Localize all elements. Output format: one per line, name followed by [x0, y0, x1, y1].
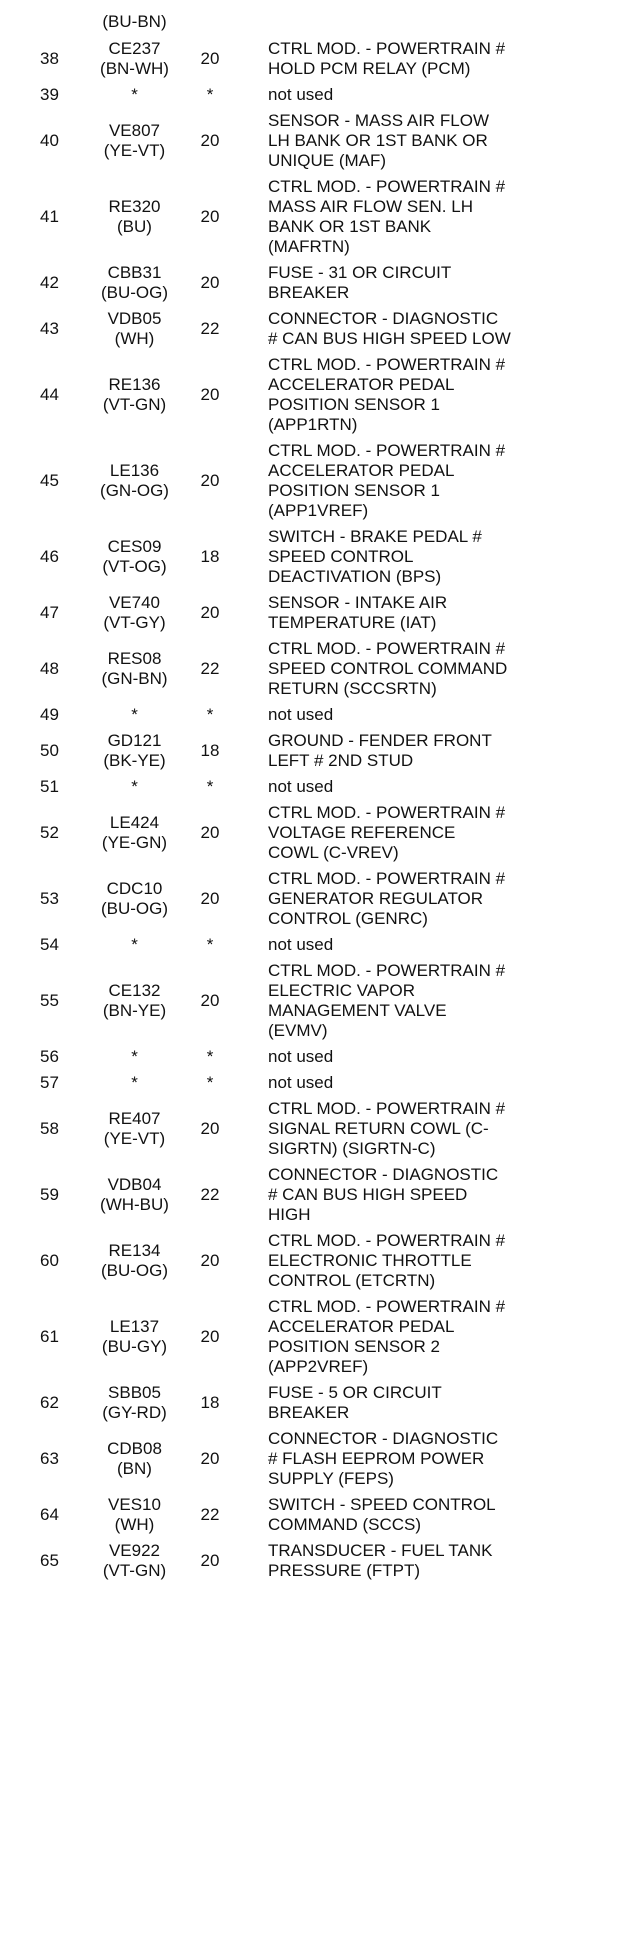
- pin-number: 59: [40, 1185, 59, 1204]
- wire-color: (BN-WH): [100, 59, 169, 78]
- wire-color: (WH): [114, 1515, 155, 1534]
- table-row: [0, 108, 640, 174]
- wire-color: (WH): [114, 329, 155, 348]
- circuit-code: CE132: [108, 981, 161, 1000]
- circuit-description: not used: [268, 777, 334, 796]
- circuit-code: VE922: [108, 1541, 161, 1560]
- pinout-table: [0, 36, 640, 1584]
- table-row: [0, 958, 640, 1044]
- wire-gauge: 18: [200, 741, 220, 760]
- circuit-code: VDB04: [107, 1175, 162, 1194]
- table-row: [0, 774, 640, 800]
- circuit-description: TRANSDUCER - FUEL TANK PRESSURE (FTPT): [268, 1541, 493, 1580]
- pin-number: 43: [40, 319, 59, 338]
- pin-number: 42: [40, 273, 59, 292]
- wire-color: (BU-OG): [100, 899, 169, 918]
- circuit-description-cell: [268, 82, 608, 108]
- pin-number: 60: [40, 1251, 59, 1270]
- pin-number: 58: [40, 1119, 59, 1138]
- pin-number: 51: [40, 777, 59, 796]
- wire-gauge: 20: [200, 131, 220, 150]
- wire-gauge: 20: [200, 603, 220, 622]
- circuit-code: *: [131, 935, 138, 954]
- circuit-description-cell: [268, 1492, 608, 1538]
- circuit-description: SENSOR - INTAKE AIR TEMPERATURE (IAT): [268, 593, 448, 632]
- circuit-description: CONNECTOR - DIAGNOSTIC # FLASH EEPROM POWER SUPPLY (FEPS): [268, 1429, 499, 1488]
- circuit-description-cell: [268, 1380, 608, 1426]
- circuit-description: CTRL MOD. - POWERTRAIN # ELECTRIC VAPOR MANAGEMENT VALVE (EVMV): [268, 961, 506, 1040]
- circuit-description: not used: [268, 1073, 334, 1092]
- circuit-description-cell: [268, 932, 608, 958]
- circuit-code: CE237: [108, 39, 161, 58]
- wire-gauge: 20: [200, 1119, 220, 1138]
- circuit-description-cell: [268, 1538, 608, 1584]
- wire-color: (BU-OG): [100, 283, 169, 302]
- circuit-description: SWITCH - SPEED CONTROL COMMAND (SCCS): [268, 1495, 496, 1534]
- circuit-code: RES08: [107, 649, 162, 668]
- pin-number: 49: [40, 705, 59, 724]
- pin-number: 53: [40, 889, 59, 908]
- circuit-description-cell: [268, 702, 608, 728]
- circuit-code: VDB05: [107, 309, 162, 328]
- wire-color: (VT-GY): [103, 613, 166, 632]
- pin-number: 56: [40, 1047, 59, 1066]
- circuit-description-cell: [268, 524, 608, 590]
- circuit-description-cell: [268, 1294, 608, 1380]
- wire-color: (YE-GN): [101, 833, 168, 852]
- wire-gauge: 20: [200, 471, 220, 490]
- wire-gauge: 18: [200, 1393, 220, 1412]
- circuit-code: GD121: [107, 731, 162, 750]
- circuit-description-cell: [268, 174, 608, 260]
- table-row: [0, 1538, 640, 1584]
- wire-color: (GY-RD): [102, 1403, 167, 1422]
- table-row: [0, 352, 640, 438]
- wire-gauge: *: [206, 1047, 214, 1066]
- pin-number: 54: [40, 935, 59, 954]
- wire-color: (VT-OG): [102, 557, 167, 576]
- wire-color: (GN-OG): [100, 481, 169, 500]
- wire-gauge: 22: [200, 1185, 220, 1204]
- wire-gauge: 22: [200, 1505, 220, 1524]
- wire-gauge: 20: [200, 889, 220, 908]
- wire-gauge: 20: [200, 385, 220, 404]
- table-row: [0, 260, 640, 306]
- circuit-code: RE320: [108, 197, 161, 216]
- table-row: [0, 82, 640, 108]
- circuit-description: CTRL MOD. - POWERTRAIN # ACCELERATOR PEDAL POSITION SENSOR 2 (APP2VREF): [268, 1297, 506, 1376]
- circuit-code: CDC10: [106, 879, 163, 898]
- table-row: [0, 1096, 640, 1162]
- continued-row: [0, 8, 640, 36]
- table-row: [0, 438, 640, 524]
- wire-color: (BU-GY): [101, 1337, 168, 1356]
- wire-gauge: *: [206, 935, 214, 954]
- circuit-description-cell: [268, 866, 608, 932]
- circuit-description-cell: [268, 1162, 608, 1228]
- circuit-code: *: [131, 1047, 138, 1066]
- circuit-description: CTRL MOD. - POWERTRAIN # GENERATOR REGULATOR CONTROL (GENRC): [268, 869, 506, 928]
- circuit-code: CES09: [107, 537, 162, 556]
- table-row: [0, 1228, 640, 1294]
- table-row: [0, 1162, 640, 1228]
- circuit-description: not used: [268, 935, 334, 954]
- circuit-description-cell: [268, 108, 608, 174]
- wire-gauge: 20: [200, 991, 220, 1010]
- pin-number: 48: [40, 659, 59, 678]
- circuit-description: CTRL MOD. - POWERTRAIN # HOLD PCM RELAY (PCM): [268, 39, 506, 78]
- circuit-description-cell: [268, 800, 608, 866]
- table-row: [0, 1380, 640, 1426]
- wire-color: (BU): [117, 217, 152, 236]
- wire-gauge: 22: [200, 319, 220, 338]
- table-row: [0, 174, 640, 260]
- wire-gauge: 20: [200, 207, 220, 226]
- circuit-description-cell: [268, 260, 608, 306]
- pin-number: 63: [40, 1449, 59, 1468]
- wire-gauge: 20: [200, 1327, 220, 1346]
- table-row: [0, 636, 640, 702]
- circuit-description: CTRL MOD. - POWERTRAIN # SIGNAL RETURN COWL (C- SIGRTN) (SIGRTN-C): [268, 1099, 506, 1158]
- circuit-description: CTRL MOD. - POWERTRAIN # SPEED CONTROL COMMAND RETURN (SCCSRTN): [268, 639, 508, 698]
- circuit-code: RE407: [108, 1109, 161, 1128]
- circuit-description-cell: [268, 636, 608, 702]
- table-row: [0, 800, 640, 866]
- circuit-description-cell: [268, 1228, 608, 1294]
- table-row: [0, 1070, 640, 1096]
- circuit-description-cell: [268, 1070, 608, 1096]
- wire-color: (VT-GN): [102, 395, 167, 414]
- pin-number: 50: [40, 741, 59, 760]
- table-row: [0, 1426, 640, 1492]
- wire-gauge: 20: [200, 49, 220, 68]
- circuit-description: CONNECTOR - DIAGNOSTIC # CAN BUS HIGH SPEED HIGH: [268, 1165, 499, 1224]
- circuit-code: LE137: [109, 1317, 160, 1336]
- circuit-code: CDB08: [107, 1439, 162, 1458]
- circuit-description: SENSOR - MASS AIR FLOW LH BANK OR 1ST BANK OR UNIQUE (MAF): [268, 111, 490, 170]
- pin-number: 44: [40, 385, 59, 404]
- pin-number: 39: [40, 85, 59, 104]
- circuit-code: *: [131, 1073, 138, 1092]
- pin-number: 61: [40, 1327, 59, 1346]
- pin-number: 55: [40, 991, 59, 1010]
- continued-wire-color: (BU-BN): [102, 12, 167, 31]
- pin-number: 57: [40, 1073, 59, 1092]
- circuit-code: *: [131, 777, 138, 796]
- wire-color: (GN-BN): [101, 669, 168, 688]
- table-row: [0, 306, 640, 352]
- circuit-code: RE136: [108, 375, 161, 394]
- pin-number: 38: [40, 49, 59, 68]
- wire-gauge: *: [206, 705, 214, 724]
- circuit-code: LE424: [109, 813, 160, 832]
- wire-color: (BN-YE): [102, 1001, 167, 1020]
- circuit-description-cell: [268, 306, 608, 352]
- pin-number: 62: [40, 1393, 59, 1412]
- wire-gauge: 18: [200, 547, 220, 566]
- circuit-code: CBB31: [107, 263, 162, 282]
- table-row: [0, 1294, 640, 1380]
- circuit-code: VE740: [108, 593, 161, 612]
- circuit-code: *: [131, 85, 138, 104]
- circuit-code: *: [131, 705, 138, 724]
- circuit-description-cell: [268, 352, 608, 438]
- wire-gauge: *: [206, 777, 214, 796]
- table-row: [0, 932, 640, 958]
- circuit-description: not used: [268, 705, 334, 724]
- table-row: [0, 702, 640, 728]
- circuit-code: VES10: [108, 1495, 161, 1514]
- circuit-description: CTRL MOD. - POWERTRAIN # ACCELERATOR PEDAL POSITION SENSOR 1 (APP1RTN): [268, 355, 506, 434]
- pin-number: 52: [40, 823, 59, 842]
- wire-gauge: 22: [200, 659, 220, 678]
- table-row: [0, 1492, 640, 1538]
- table-row: [0, 590, 640, 636]
- wire-gauge: 20: [200, 1449, 220, 1468]
- pin-number: 45: [40, 471, 59, 490]
- circuit-code: VE807: [108, 121, 161, 140]
- pin-number: 41: [40, 207, 59, 226]
- circuit-description: CONNECTOR - DIAGNOSTIC # CAN BUS HIGH SPEED LOW: [268, 309, 511, 348]
- circuit-description: FUSE - 31 OR CIRCUIT BREAKER: [268, 263, 452, 302]
- pin-number: 40: [40, 131, 59, 150]
- pin-number: 64: [40, 1505, 59, 1524]
- circuit-description-cell: [268, 590, 608, 636]
- circuit-code: LE136: [109, 461, 160, 480]
- wire-gauge: 20: [200, 1251, 220, 1270]
- wire-color: (BU-OG): [100, 1261, 169, 1280]
- circuit-description: CTRL MOD. - POWERTRAIN # VOLTAGE REFERENCE COWL (C-VREV): [268, 803, 506, 862]
- wire-color: (BK-YE): [103, 751, 166, 770]
- table-row: [0, 728, 640, 774]
- wire-gauge: 20: [200, 823, 220, 842]
- circuit-code: RE134: [108, 1241, 161, 1260]
- circuit-description-cell: [268, 1426, 608, 1492]
- wire-color: (WH-BU): [100, 1195, 169, 1214]
- pin-number: 65: [40, 1551, 59, 1570]
- circuit-description: not used: [268, 1047, 334, 1066]
- table-row: [0, 1044, 640, 1070]
- circuit-description-cell: [268, 728, 608, 774]
- circuit-description: CTRL MOD. - POWERTRAIN # ELECTRONIC THROTTLE CONTROL (ETCRTN): [268, 1231, 506, 1290]
- wire-color: (VT-GN): [102, 1561, 167, 1580]
- table-row: [0, 524, 640, 590]
- circuit-description: CTRL MOD. - POWERTRAIN # MASS AIR FLOW SEN. LH BANK OR 1ST BANK (MAFRTN): [268, 177, 506, 256]
- circuit-description: not used: [268, 85, 334, 104]
- pin-number: 46: [40, 547, 59, 566]
- table-row: [0, 36, 640, 82]
- circuit-description-cell: [268, 958, 608, 1044]
- circuit-description: FUSE - 5 OR CIRCUIT BREAKER: [268, 1383, 442, 1422]
- circuit-description-cell: [268, 1096, 608, 1162]
- circuit-description: SWITCH - BRAKE PEDAL # SPEED CONTROL DEACTIVATION (BPS): [268, 527, 482, 586]
- wire-color: (BN): [117, 1459, 152, 1478]
- circuit-description-cell: [268, 774, 608, 800]
- circuit-description-cell: [268, 1044, 608, 1070]
- pin-number: 47: [40, 603, 59, 622]
- circuit-description-cell: [268, 36, 608, 82]
- wire-gauge: *: [206, 85, 214, 104]
- wire-gauge: 20: [200, 273, 220, 292]
- circuit-code: SBB05: [108, 1383, 161, 1402]
- circuit-description: CTRL MOD. - POWERTRAIN # ACCELERATOR PEDAL POSITION SENSOR 1 (APP1VREF): [268, 441, 506, 520]
- wire-gauge: *: [206, 1073, 214, 1092]
- wire-color: (YE-VT): [103, 1129, 166, 1148]
- circuit-description-cell: [268, 438, 608, 524]
- circuit-description: GROUND - FENDER FRONT LEFT # 2ND STUD: [268, 731, 492, 770]
- wire-gauge: 20: [200, 1551, 220, 1570]
- table-row: [0, 866, 640, 932]
- wire-color: (YE-VT): [103, 141, 166, 160]
